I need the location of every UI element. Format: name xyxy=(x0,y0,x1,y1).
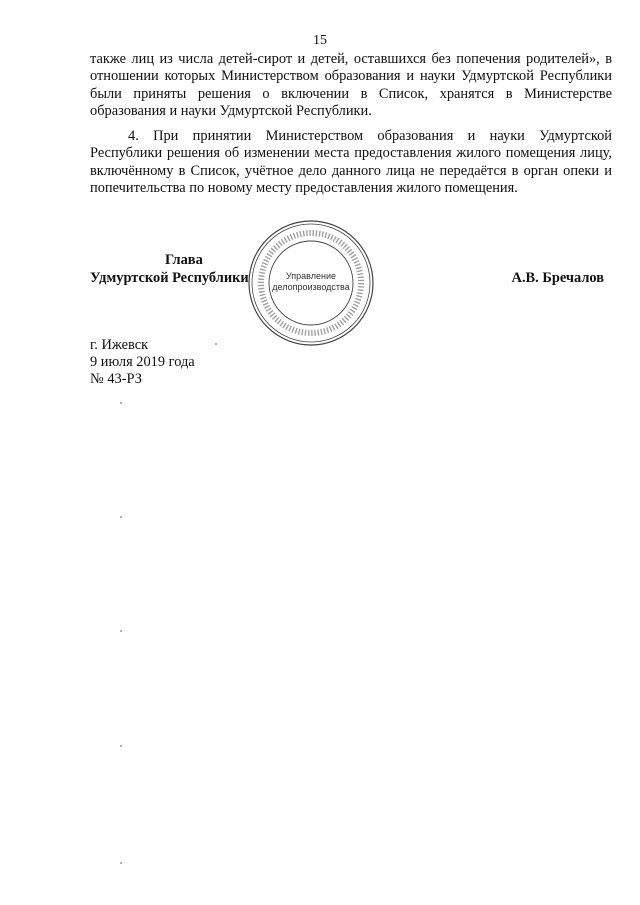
scan-speck xyxy=(120,862,122,864)
scan-speck xyxy=(120,745,122,747)
official-seal-stamp xyxy=(246,218,376,348)
signatory-title-line-2: Удмуртской Республики xyxy=(90,270,249,286)
paragraph-2: 4. При принятии Министерством образования и науки Удмуртской Республики решения об изменении места предоставления жилого помещения лицу, включённому в Список, учётное дело данного лица не передаётся в орган опеки и попечительства по новому месту предоставления жилого помещения. xyxy=(90,128,612,197)
scan-speck xyxy=(215,343,217,345)
paragraph-1: также лиц из числа детей-сирот и детей, оставшихся без попечения родителей», в отношении которых Министерством образования и науки Удмуртской Республики были приняты решения о включении в Список, хранятся в Министерстве образования и науки Удмуртской Республики. xyxy=(90,51,612,120)
signatory-name: А.В. Бречалов xyxy=(511,270,604,286)
stamp-center-line-1: Управление xyxy=(285,271,337,281)
place-of-signing: г. Ижевск xyxy=(90,337,149,353)
scan-speck xyxy=(120,516,122,518)
signatory-title-line-1: Глава xyxy=(165,252,203,268)
scan-speck xyxy=(120,402,122,404)
page-number: 15 xyxy=(313,33,327,48)
signing-date: 9 июля 2019 года xyxy=(90,354,195,370)
document-number: № 43-РЗ xyxy=(90,371,142,387)
scan-speck xyxy=(120,630,122,632)
stamp-center-line-2: делопроизводства xyxy=(272,282,350,292)
